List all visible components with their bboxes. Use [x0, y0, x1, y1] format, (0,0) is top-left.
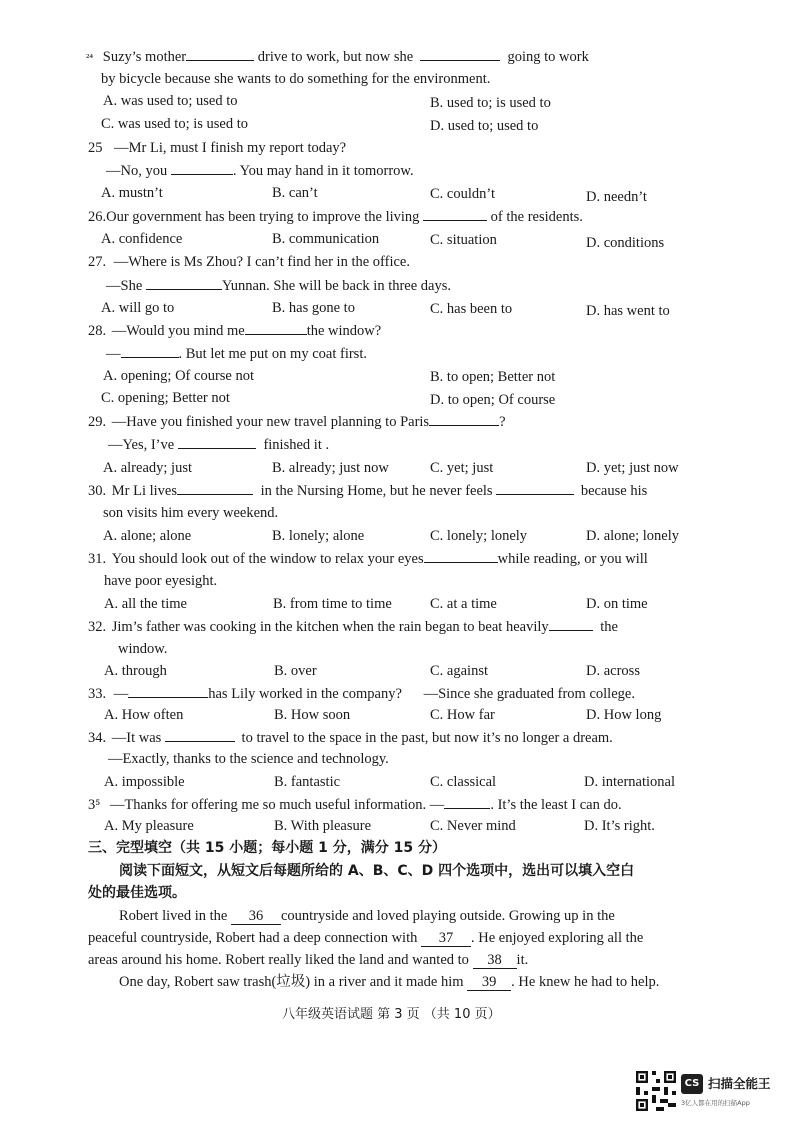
passage-line: One day, Robert saw trash(垃圾) in a river and it made him 39 . He knew he had to help.: [119, 974, 660, 990]
option-a: A. My pleasure: [104, 818, 194, 834]
question-34-line2: —Exactly, thanks to the science and technology.: [108, 751, 389, 767]
option-c: C. situation: [430, 232, 497, 248]
passage-line: peaceful countryside, Robert had a deep connection with 37 . He enjoyed exploring all the: [88, 930, 644, 946]
camscanner-logo: CS: [681, 1074, 703, 1094]
passage-line: areas around his home. Robert really liked the land and wanted to 38 it.: [88, 952, 529, 968]
option-c: C. at a time: [430, 596, 497, 612]
question-27-line2: —She Yunnan. She will be back in three days.: [106, 278, 452, 294]
option-b: B. fantastic: [274, 774, 341, 790]
option-d: D. alone; lonely: [586, 528, 680, 544]
answer-blank: [429, 412, 499, 426]
qr-code-icon: [636, 1071, 676, 1111]
option-a: A. opening; Of course not: [103, 368, 255, 384]
option-b: B. has gone to: [272, 300, 355, 316]
question-33: 33. — has Lily worked in the company? —Since she graduated from college.: [88, 686, 635, 702]
question-28: 28. —Would you mind me the window?: [88, 323, 382, 339]
question-30: 30. Mr Li lives in the Nursing Home, but he never feels because his: [88, 483, 648, 499]
option-b: B. from time to time: [273, 596, 392, 612]
question-27: 27. —Where is Ms Zhou? I can’t find her in the office.: [88, 254, 410, 270]
option-b: B. can’t: [272, 185, 318, 201]
numbered-blank-37: 37: [421, 930, 471, 947]
answer-blank: [424, 549, 498, 563]
option-a: A. all the time: [104, 596, 187, 612]
section-instruction: 阅读下面短文，从短文后每题所给的 A、B、C、D 四个选项中，选出可以填入空白: [119, 863, 635, 879]
question-29-line2: —Yes, I’ve finished it .: [108, 437, 330, 453]
question-35: 3⁵ —Thanks for offering me so much useful information. — . It’s the least I can do.: [88, 797, 622, 813]
answer-blank: [420, 47, 500, 61]
question-25-line2: —No, you . You may hand in it tomorrow.: [106, 163, 414, 179]
question-24-line2: by bicycle because she wants to do something for the environment.: [101, 71, 491, 87]
option-a: A. was used to; used to: [103, 93, 238, 109]
option-d: D. to open; Of course: [430, 392, 556, 408]
question-29: 29. —Have you finished your new travel planning to Paris ?: [88, 414, 506, 430]
option-a: A. alone; alone: [103, 528, 192, 544]
option-d: D. conditions: [586, 235, 665, 251]
answer-blank: [186, 47, 254, 61]
question-30-line2: son visits him every weekend.: [103, 505, 279, 521]
answer-blank: [121, 344, 179, 358]
option-b: B. used to; is used to: [430, 95, 551, 111]
option-c: C. classical: [430, 774, 497, 790]
answer-blank: [128, 684, 208, 698]
question-25: 25 —Mr Li, must I finish my report today?: [88, 140, 347, 156]
question-24: ²⁴ Suzy’s mother drive to work, but now she going to work: [86, 49, 589, 65]
section-instruction-cont: 处的最佳选项。: [88, 885, 186, 901]
option-d: D. has went to: [586, 303, 670, 319]
passage-line: Robert lived in the 36 countryside and loved playing outside. Growing up in the: [119, 908, 615, 924]
option-a: A. already; just: [103, 460, 192, 476]
answer-blank: [444, 795, 490, 809]
answer-blank: [496, 481, 574, 495]
camscanner-tagline: 3亿人都在用的扫描App: [681, 1099, 750, 1107]
answer-blank: [245, 321, 307, 335]
option-d: D. How long: [586, 707, 662, 723]
option-c: C. lonely; lonely: [430, 528, 528, 544]
answer-blank: [423, 207, 487, 221]
option-a: A. How often: [104, 707, 184, 723]
option-b: B. How soon: [274, 707, 351, 723]
numbered-blank-36: 36: [231, 908, 281, 925]
option-a: A. impossible: [104, 774, 185, 790]
option-a: A. mustn’t: [101, 185, 163, 201]
option-d: D. on time: [586, 596, 648, 612]
option-d: D. used to; used to: [430, 118, 539, 134]
answer-blank: [165, 728, 235, 742]
option-c: C. opening; Better not: [101, 390, 230, 406]
option-c: C. against: [430, 663, 488, 679]
option-b: B. communication: [272, 231, 380, 247]
numbered-blank-39: 39: [467, 974, 511, 991]
option-c: C. couldn’t: [430, 186, 495, 202]
option-b: B. to open; Better not: [430, 369, 556, 385]
question-31: 31. You should look out of the window to relax your eyes while reading, or you will: [88, 551, 648, 567]
option-c: C. Never mind: [430, 818, 516, 834]
question-32-line2: window.: [118, 641, 168, 657]
question-34: 34. —It was to travel to the space in the past, but now it’s no longer a dream.: [88, 730, 613, 746]
option-c: C. How far: [430, 707, 495, 723]
option-b: B. With pleasure: [274, 818, 372, 834]
option-b: B. lonely; alone: [272, 528, 365, 544]
page-footer: 八年级英语试题 第 3 页 （共 10 页）: [282, 1007, 501, 1022]
option-a: A. will go to: [101, 300, 175, 316]
answer-blank: [171, 161, 233, 175]
option-c: C. was used to; is used to: [101, 116, 249, 132]
answer-blank: [146, 276, 222, 290]
question-31-line2: have poor eyesight.: [104, 573, 218, 589]
option-b: B. already; just now: [272, 460, 389, 476]
option-d: D. needn’t: [586, 189, 647, 205]
question-32: 32. Jim’s father was cooking in the kitchen when the rain began to beat heavily the: [88, 619, 618, 635]
answer-blank: [178, 435, 256, 449]
option-a: A. confidence: [101, 231, 183, 247]
option-c: C. has been to: [430, 301, 513, 317]
option-b: B. over: [274, 663, 317, 679]
camscanner-brand: 扫描全能王: [708, 1076, 771, 1091]
section-heading: 三、完型填空（共 15 小题；每小题 1 分，满分 15 分）: [88, 840, 446, 856]
option-d: D. across: [586, 663, 640, 679]
numbered-blank-38: 38: [473, 952, 517, 969]
answer-blank: [177, 481, 253, 495]
question-26: 26.Our government has been trying to improve the living of the residents.: [88, 209, 583, 225]
option-a: A. through: [104, 663, 167, 679]
option-d: D. yet; just now: [586, 460, 679, 476]
answer-blank: [549, 617, 593, 631]
option-d: D. international: [584, 774, 676, 790]
option-c: C. yet; just: [430, 460, 494, 476]
question-28-line2: — . But let me put on my coat first.: [106, 346, 367, 362]
option-d: D. It’s right.: [584, 818, 655, 834]
